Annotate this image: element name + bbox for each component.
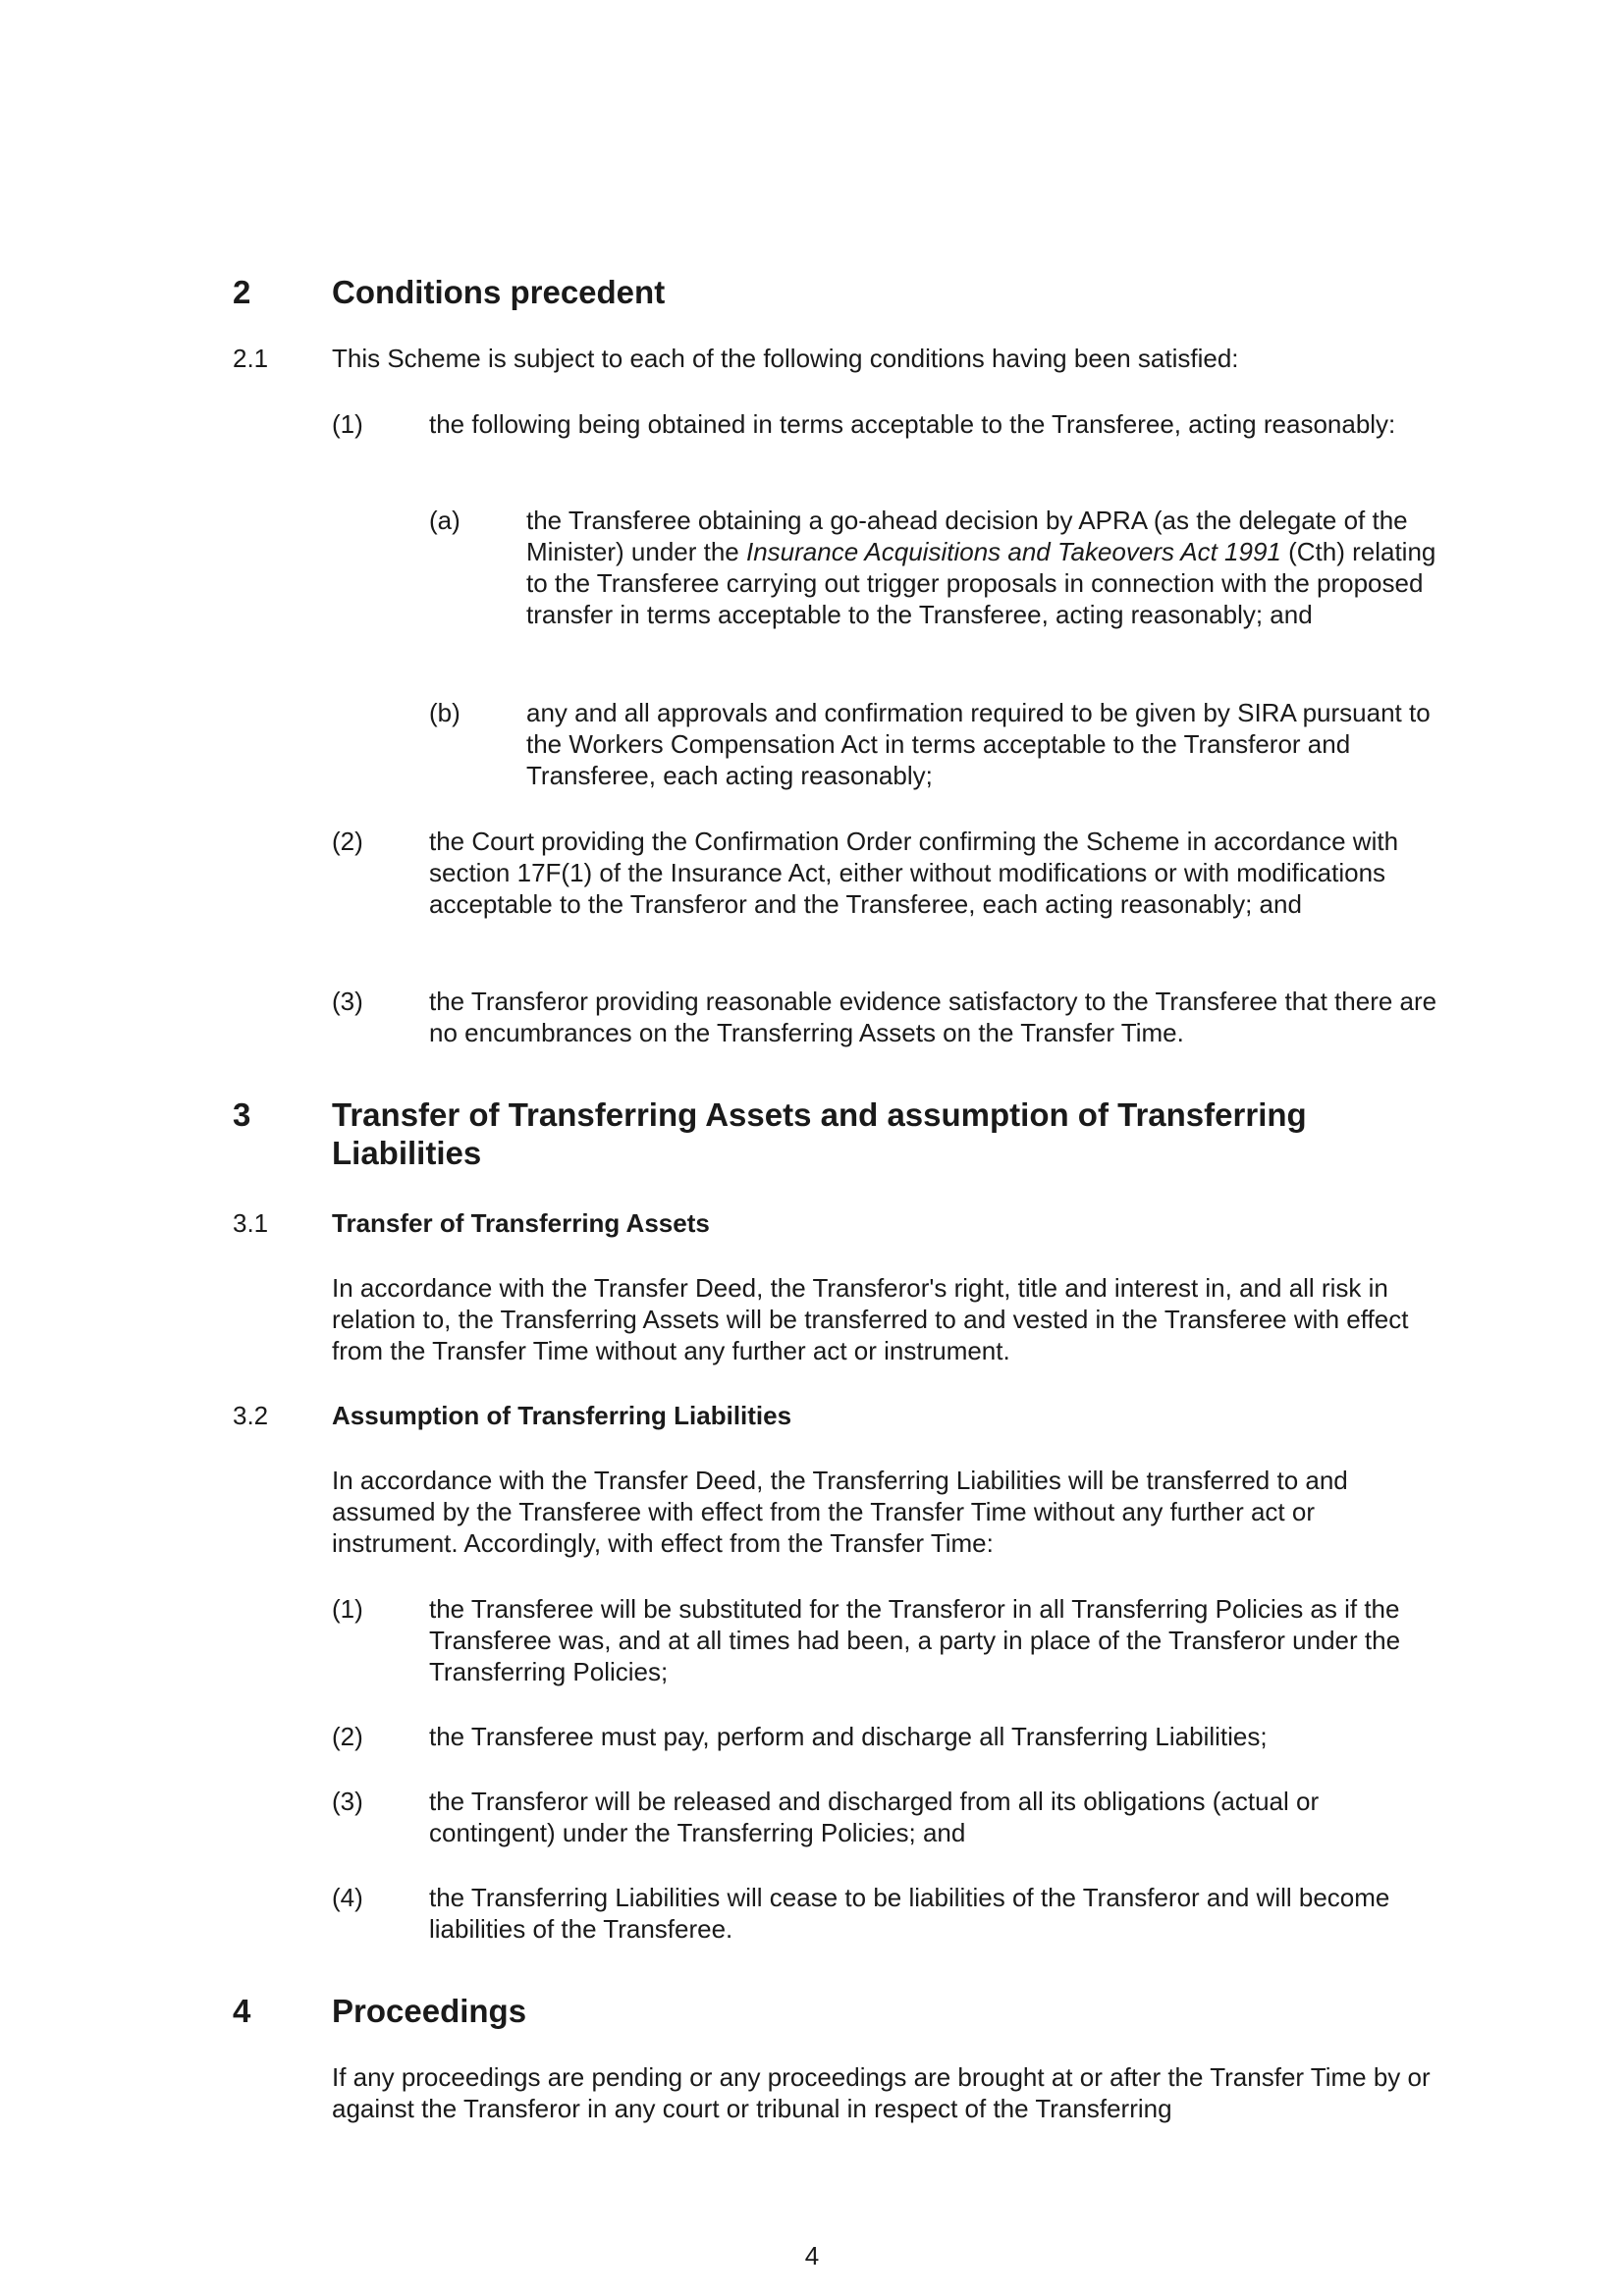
subparagraph-number: (b): [429, 698, 460, 727]
paragraph-text: the Court providing the Confirmation Order confirming the Scheme in accordance with section 17F(1) of the Insurance Act, either without modifications or with modifications acceptable to the Transferor and the Transferee, each acting reasonably; and: [429, 827, 1399, 919]
section-title: Proceedings: [332, 1993, 527, 2029]
paragraph-text: the Transferee must pay, perform and discharge all Transferring Liabilities;: [429, 1722, 1268, 1751]
paragraph-text: the Transferring Liabilities will cease to be liabilities of the Transferor and will become liabilities of the Transferee.: [429, 1883, 1390, 1944]
paragraph-number: (4): [332, 1883, 363, 1912]
clause-title: Transfer of Transferring Assets: [332, 1208, 710, 1238]
clause-text: This Scheme is subject to each of the following conditions having been satisfied:: [332, 344, 1239, 373]
clause-text: In accordance with the Transfer Deed, the Transferor's right, title and interest in, and all risk in relation to, the Transferring Assets will be transferred to and vested in the Transferee with effect from the Transfer Time without any further act or instrument.: [332, 1273, 1409, 1365]
clause-title: Assumption of Transferring Liabilities: [332, 1401, 792, 1430]
clause-text: In accordance with the Transfer Deed, the Transferring Liabilities will be transferred to and assumed by the Transferee with effect from the Transfer Time without any further act or instrument. Accordingly, with effect from the Transfer Time:: [332, 1466, 1348, 1558]
section-number: 4: [233, 1993, 251, 2029]
clause-number: 3.1: [233, 1208, 269, 1238]
section-title: Conditions precedent: [332, 274, 666, 310]
section-number: 2: [233, 274, 251, 310]
subparagraph-text: [526, 505, 1449, 630]
paragraph-number: (1): [332, 409, 363, 439]
text-run: (Cth) relating to the Transferee carrying out trigger proposals in connection with the proposed transfer in terms acceptable to the Transferee, acting reasonably; and: [526, 537, 1436, 629]
section-number: 3: [233, 1096, 251, 1133]
clause-number: 2.1: [233, 344, 269, 373]
paragraph-text: the following being obtained in terms acceptable to the Transferee, acting reasonably:: [429, 409, 1396, 439]
paragraph-text: the Transferor providing reasonable evidence satisfactory to the Transferee that there are no encumbrances on the Transferring Assets on the Transfer Time.: [429, 987, 1437, 1047]
section-text: If any proceedings are pending or any proceedings are brought at or after the Transfer Time by or against the Transferor in any court or tribunal in respect of the Transferring: [332, 2062, 1431, 2123]
paragraph-text: the Transferor will be released and discharged from all its obligations (actual or contingent) under the Transferring Policies; and: [429, 1787, 1320, 1847]
paragraph-number: (3): [332, 987, 363, 1016]
subparagraph-text: any and all approvals and confirmation required to be given by SIRA pursuant to the Workers Compensation Act in terms acceptable to the Transferor and Transferee, each acting reasonably;: [526, 698, 1431, 790]
act-title-italic: Insurance Acquisitions and Takeovers Act 1991: [745, 537, 1281, 566]
section-title: Transfer of Transferring Assets and assumption of Transferring Liabilities: [332, 1096, 1307, 1171]
paragraph-number: (2): [332, 827, 363, 856]
paragraph-number: (2): [332, 1722, 363, 1751]
page-number: 4: [804, 2241, 820, 2270]
clause-number: 3.2: [233, 1401, 269, 1430]
subparagraph-number: (a): [429, 506, 460, 535]
paragraph-number: (3): [332, 1787, 363, 1816]
paragraph-number: (1): [332, 1594, 363, 1624]
text-run: the Transferee obtaining a go-ahead decision by APRA (as the delegate of the Minister) under the: [526, 506, 1408, 566]
paragraph-text: the Transferee will be substituted for the Transferor in all Transferring Policies as if the Transferee was, and at all times had been, a party in place of the Transferor under the Transferring Policies;: [429, 1594, 1401, 1686]
